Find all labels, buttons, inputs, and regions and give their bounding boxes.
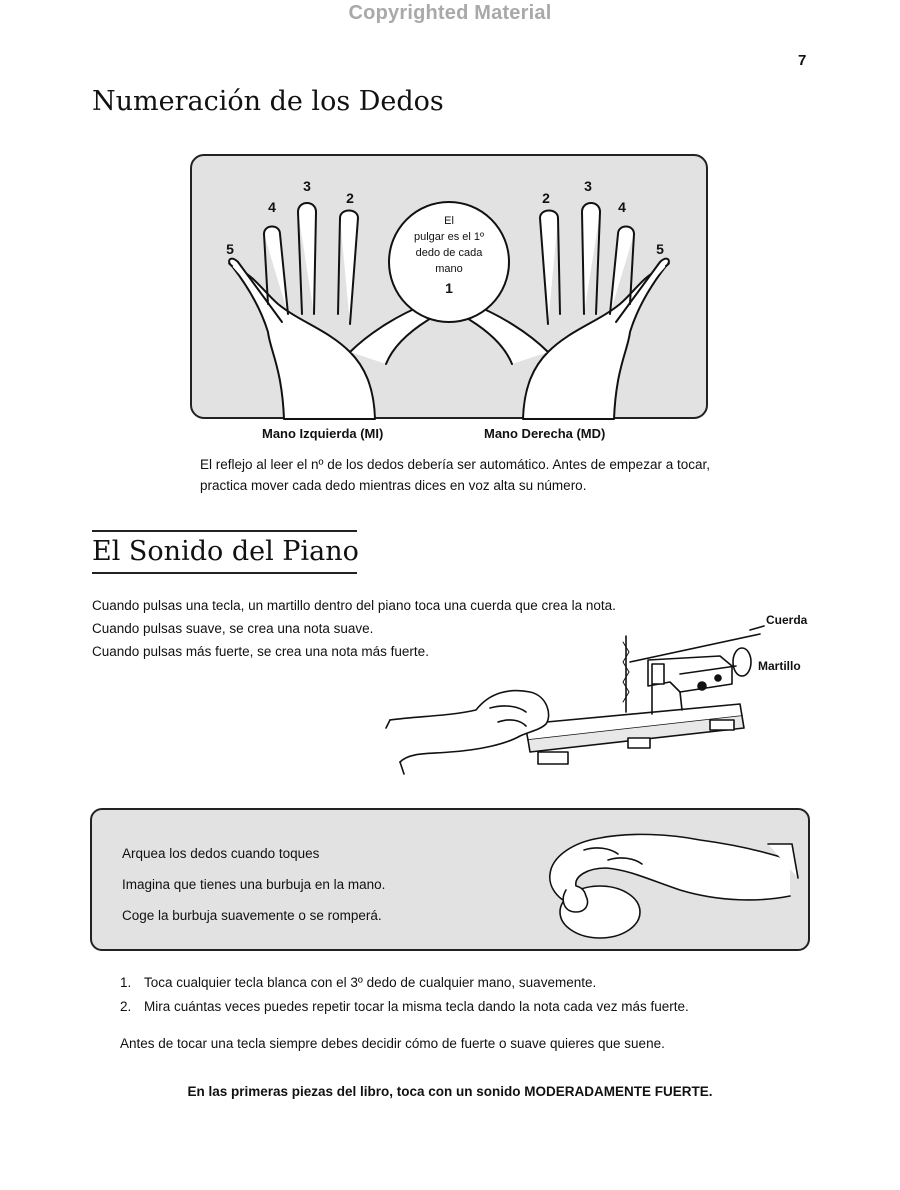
exercise-text: Mira cuántas veces puedes repetir tocar la misma tecla dando la nota cada vez más fuerte. [144,999,689,1014]
left-finger-number-4: 4 [268,199,276,215]
thumb-note-line-1: El [444,215,454,227]
section-title-finger-numbering: Numeración de los Dedos [92,86,444,117]
hammer-head [733,648,751,676]
tip-line-3: Coge la burbuja suavemente o se romperá. [122,908,382,923]
right-hand-caption: Mano Derecha (MD) [484,426,606,441]
section-title-rule-bottom [92,572,357,574]
label-hammer: Martillo [758,659,801,673]
page-number: 7 [798,52,807,69]
tip-lines [122,838,385,931]
exercise-number: 1. [120,975,132,990]
left-finger-number-3: 3 [303,178,311,194]
tip-line-2: Imagina que tienes una burbuja en la mano. [122,877,386,892]
right-finger-number-4: 4 [618,199,626,215]
piano-sound-line-2: Cuando pulsas suave, se crea una nota suave. [92,621,374,636]
right-finger-number-5: 5 [656,241,664,257]
advice-text: Antes de tocar una tecla siempre debes decidir cómo de fuerte o suave quieres que suene. [120,1036,665,1051]
thumb-note-line-4: mano [435,263,463,275]
left-finger-number-5: 5 [226,241,234,257]
section-title-piano-sound: El Sonido del Piano [92,536,359,567]
hands-illustration [190,154,708,419]
finger-numbering-paragraph: El reflejo al leer el nº de los dedos debería ser automático. Antes de empezar a tocar, practica mover cada dedo mientras dices en voz alta su número. [200,457,710,493]
copyright-watermark: Copyrighted Material [348,2,552,24]
piano-sound-line-1: Cuando pulsas una tecla, un martillo dentro del piano toca una cuerda que crea la nota. [92,598,616,613]
left-finger-number-2: 2 [346,190,354,206]
thumb-note-line-3: dedo de cada [415,247,483,259]
hand-on-key [390,691,549,762]
exercise-item [120,971,820,995]
right-finger-number-3: 3 [584,178,592,194]
piano-sound-line-3: Cuando pulsas más fuerte, se crea una nota más fuerte. [92,644,429,659]
tip-line-1: Arquea los dedos cuando toques [122,846,320,861]
section-title-rule-top [92,530,357,532]
thumb-number: 1 [445,280,453,296]
closing-text: En las primeras piezas del libro, toca con un sonido MODERADAMENTE FUERTE. [187,1084,713,1099]
exercise-list [120,971,820,1019]
piano-mechanism-illustration [380,612,800,792]
left-hand-caption: Mano Izquierda (MI) [262,426,384,441]
arched-hand-illustration [530,820,800,940]
exercise-number: 2. [120,999,132,1014]
thumb-note-line-2: pulgar es el 1º [413,231,485,243]
exercise-text: Toca cualquier tecla blanca con el 3º dedo de cualquier mano, suavemente. [144,975,597,990]
exercise-item [120,995,820,1019]
label-string: Cuerda [766,613,808,627]
right-finger-number-2: 2 [542,190,550,206]
